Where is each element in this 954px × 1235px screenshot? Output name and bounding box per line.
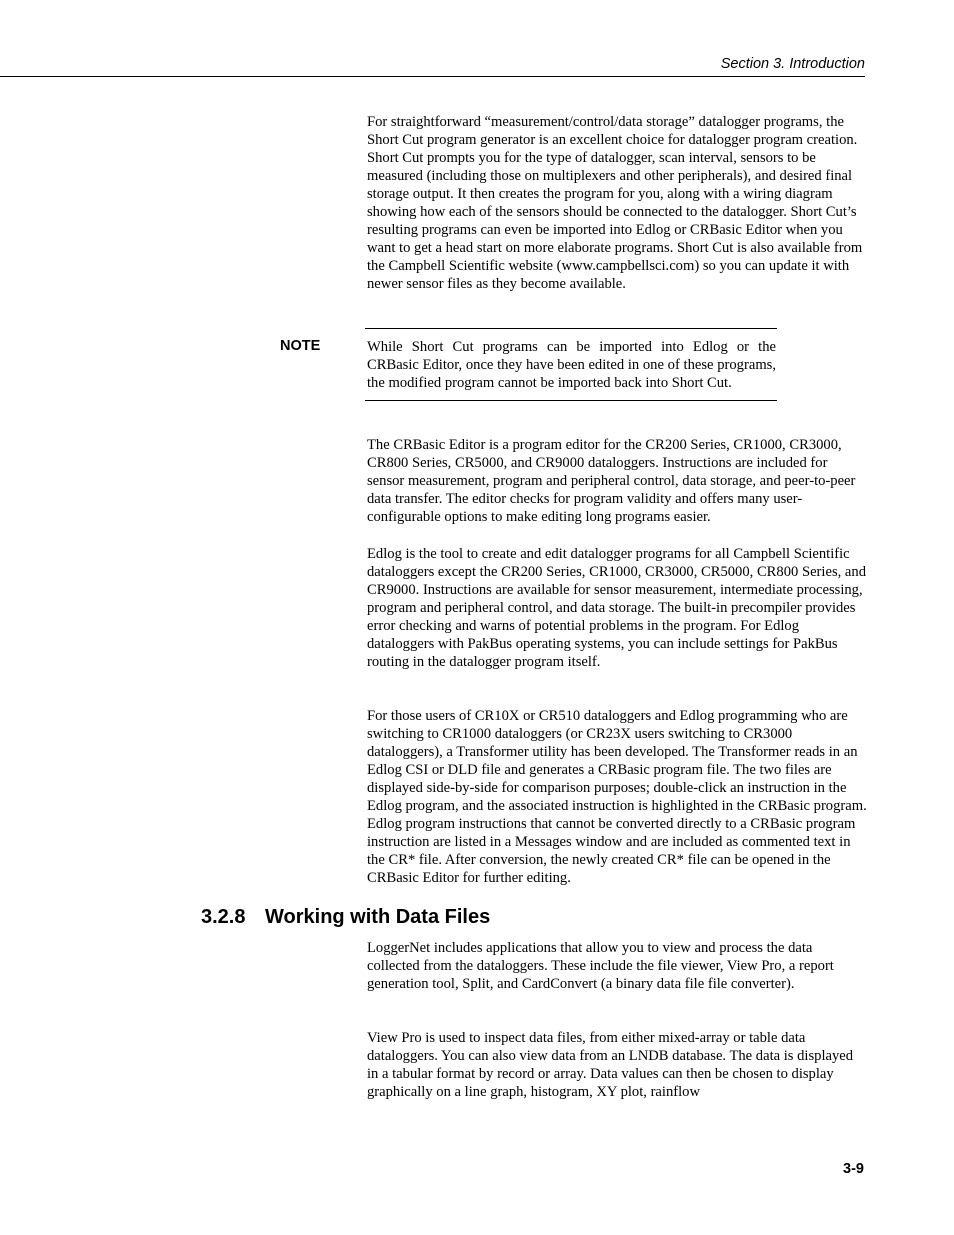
note-label: NOTE [280,338,321,354]
paragraph-view-pro: View Pro is used to inspect data files, from either mixed-array or table data dataloggers. You can also view data from an LNDB database. The data is displayed in a tabular format by record or array. Data values can then be chosen to display graphically on a line graph, histogram, XY plot, rainflow [367,1030,854,1100]
section-number: 3.2.8 [201,906,246,928]
note-box [365,328,777,401]
paragraph-short-cut: For straightforward “measurement/control/data storage” datalogger programs, the Short Cut program generator is an excellent choice for datalogger program creation. Short Cut prompts you for the type of datalogger, scan interval, sensors to be measured (including those on multiplexers and other peripherals), and desired final storage output. It then creates the program for you, along with a wiring diagram showing how each of the sensors should be connected to the datalogger. Short Cut’s resulting programs can even be imported into Edlog or CRBasic Editor when you want to get a head start on more elaborate programs. Short Cut is also available from the Campbell Scientific website (www.campbellsci.com) so you can update it with newer sensor files as they become available. [367,114,863,292]
paragraph-edlog: Edlog is the tool to create and edit datalogger programs for all Campbell Scientific dataloggers except the CR200 Series, CR1000, CR3000, CR5000, CR800 Series, and CR9000. Instructions are available for sensor measurement, intermediate processing, program and peripheral control, and data storage. The built-in precompiler provides error checking and warns of potential problems in the program. For Edlog dataloggers with PakBus operating systems, you can include settings for PakBus routing in the datalogger program itself. [367,546,866,670]
note-text: While Short Cut programs can be imported into Edlog or the CRBasic Editor, once they have been edited in one of these programs, the modified program cannot be imported back into Short Cut. [367,339,776,391]
section-heading [201,904,490,930]
section-title: Working with Data Files [265,906,491,928]
paragraph-transformer: For those users of CR10X or CR510 dataloggers and Edlog programming who are switching to CR1000 dataloggers (or CR23X users switching to CR3000 dataloggers), a Transformer utility has been developed. The Transformer reads in an Edlog CSI or DLD file and generates a CRBasic program file. The two files are displayed side-by-side for comparison purposes; double-click an instruction in the Edlog program, and the associated instruction is highlighted in the CRBasic program. Edlog program instructions that cannot be converted directly to a CRBasic program instruction are listed in a Messages window and are included as commented text in the CR* file. After conversion, the newly created CR* file can be opened in the CRBasic Editor for further editing. [367,708,867,886]
running-header: Section 3. Introduction [720,56,865,72]
paragraph-crbasic-editor: The CRBasic Editor is a program editor for the CR200 Series, CR1000, CR3000, CR800 Series, CR5000, and CR9000 dataloggers. Instructions are included for sensor measurement, program and peripheral control, data storage, and peer-to-peer data transfer. The editor checks for program validity and offers many user-configurable options to make editing long programs easier. [367,437,856,525]
page-number: 3-9 [843,1161,864,1177]
paragraph-loggernet: LoggerNet includes applications that allow you to view and process the data collected from the dataloggers. These include the file viewer, View Pro, a report generation tool, Split, and CardConvert (a binary data file file converter). [367,940,834,992]
header-rule [0,76,865,77]
